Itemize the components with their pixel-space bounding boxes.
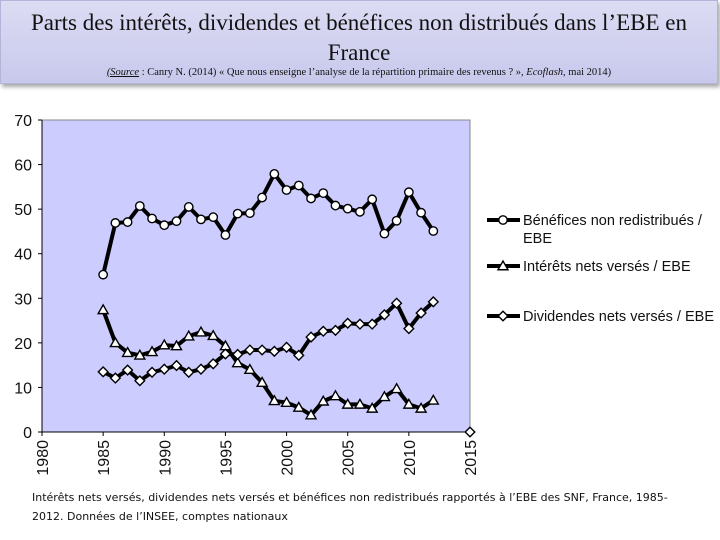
y-axis	[14, 113, 42, 442]
data-point	[282, 186, 290, 194]
data-point	[258, 193, 266, 201]
x-tick-label: 2000	[279, 440, 297, 476]
legend-label: EBE	[523, 231, 553, 247]
data-point	[356, 208, 364, 216]
legend-swatch-marker	[499, 216, 507, 224]
chart-title: Parts des intérêts, dividendes et bénéfices non distribués dans l’EBE en France	[31, 10, 687, 65]
x-tick-label: 2005	[340, 440, 358, 476]
data-point	[160, 221, 168, 229]
data-point	[307, 194, 315, 202]
x-tick-label: 1980	[35, 440, 52, 476]
data-point	[148, 214, 156, 222]
data-point	[246, 209, 254, 217]
source-label: (Source	[106, 67, 140, 78]
x-tick-label: 2015	[463, 440, 480, 476]
data-point	[368, 195, 376, 203]
data-point	[405, 188, 413, 196]
data-point	[295, 181, 303, 189]
data-point	[270, 170, 278, 178]
data-point	[99, 270, 107, 278]
figure-caption: Intérêts nets versés, dividendes nets versés et bénéfices non redistribués rapportés à l’EBE des SNF, France, 1985-2012. Données de l’INSEE, comptes nationaux	[32, 491, 668, 523]
data-point	[392, 217, 400, 225]
data-point	[185, 203, 193, 211]
x-tick-label: 1990	[157, 440, 175, 476]
legend-item	[487, 259, 691, 275]
data-point	[344, 204, 352, 212]
legend-label: Bénéfices non redistribués /	[523, 213, 702, 229]
y-tick-label: 30	[14, 291, 32, 309]
x-axis	[35, 432, 480, 476]
data-point	[111, 219, 119, 227]
data-point	[221, 231, 229, 239]
legend-swatch-marker	[498, 311, 508, 321]
data-point	[380, 229, 388, 237]
legend-item	[487, 213, 703, 247]
data-point	[331, 201, 339, 209]
source-journal: Ecoflash	[526, 67, 564, 78]
y-tick-label: 60	[14, 157, 32, 175]
source-text: : Canry N. (2014) « Que nous enseigne l’analyse de la répartition primaire des revenus ? »,	[139, 67, 527, 78]
legend-label: Dividendes nets versés / EBE	[523, 309, 715, 325]
x-tick-label: 2010	[401, 440, 419, 476]
y-tick-label: 10	[14, 380, 32, 398]
data-point	[417, 209, 425, 217]
source-date: , mai 2014)	[563, 67, 612, 78]
y-tick-label: 40	[14, 246, 32, 264]
data-point	[209, 213, 217, 221]
data-point	[319, 189, 327, 197]
y-tick-label: 70	[14, 113, 32, 130]
data-point	[197, 215, 205, 223]
legend-item	[487, 309, 714, 325]
y-tick-label: 50	[14, 202, 32, 220]
x-tick-label: 1985	[96, 440, 114, 476]
legend-label: Intérêts nets versés / EBE	[523, 259, 691, 275]
data-point	[233, 209, 241, 217]
data-point	[429, 227, 437, 235]
data-point	[172, 217, 180, 225]
legend	[487, 213, 714, 325]
data-point	[136, 202, 144, 210]
x-tick-label: 1995	[218, 440, 236, 476]
y-tick-label: 20	[14, 335, 32, 353]
y-tick-label: 0	[23, 425, 32, 442]
data-point	[123, 218, 131, 226]
